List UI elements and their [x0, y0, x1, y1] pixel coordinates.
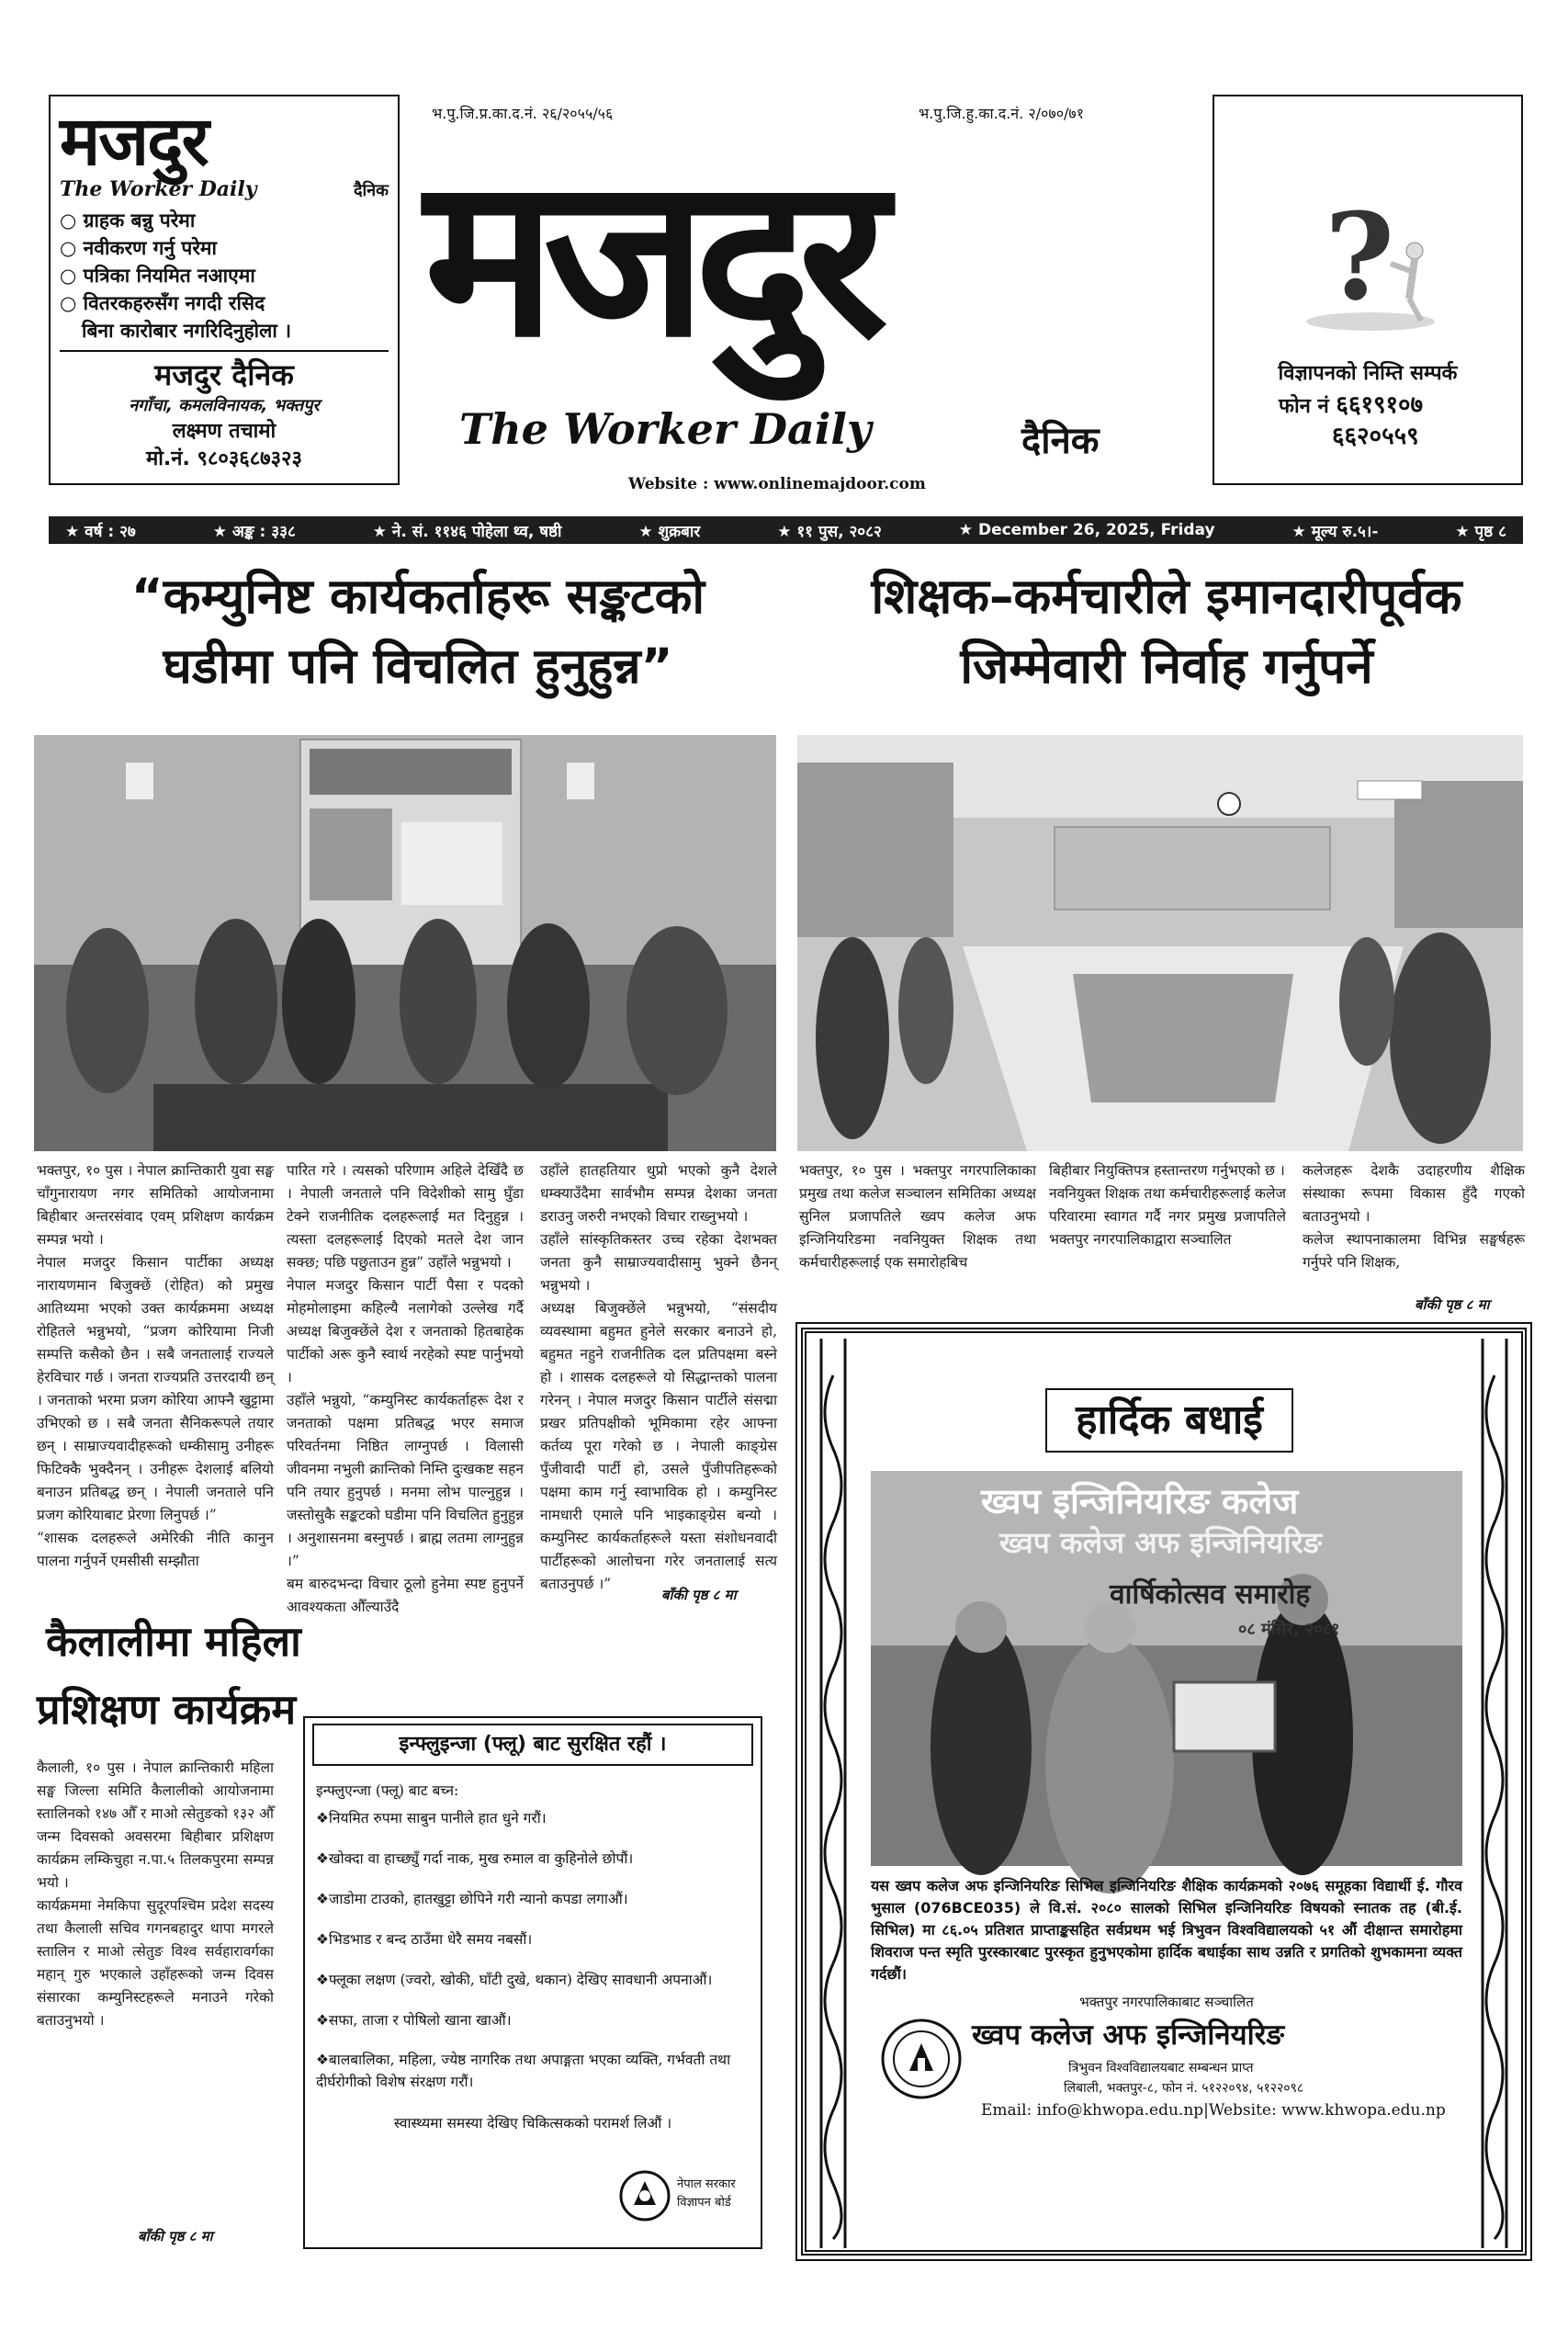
flu-item: ❖जाडोमा टाउको, हातखुट्टा छोपिने गरी न्यानो कपडा लगाऔं। [316, 1891, 628, 1907]
college-address: लिबाली, भक्तपुर-८, फोन नं. ५१२२०९४, ५१२२०९८ [1064, 2081, 1304, 2096]
story3-body: कैलाली, १० पुस । नेपाल क्रान्तिकारी महिला सङ्घ जिल्ला समिति कैलालीको आयोजनामा स्तालिनको १४७ औँ र माओ त्सेतुङको १३२ औँ जन्म दिवसको अवसरमा बिहीबार प्रशिक्षण कार्यक्रम लम्किचुहा न.पा.५ तिलकपुरमा सम्पन्न भयो । कार्यक्रममा नेमकिपा सुदूरपश्चिम प्रदेश सदस्य तथा कैलाली सचिव गगनबहादुर थापा मगरले स्तालिन र माओ त्सेतुङ विश्व सर्वहारावर्गका महान् गुरु भएकाले उहाँहरूको जन्म दिवस संसारका कम्युनिस्टहरूले मनाउने गरेको बताउनुभयो । [37, 1759, 274, 2029]
photo-meeting-stage [34, 735, 776, 1151]
nepal-sambat: ★ ने. सं. ११४६ पोहेला थ्व, षष्ठी [372, 522, 562, 541]
college-affiliation: त्रिभुवन विश्वविद्यालयबाट सम्बन्धन प्राप्त [1068, 2061, 1254, 2075]
ad-person: लक्ष्मण तचामो [172, 420, 276, 443]
ad-items [60, 207, 389, 345]
phone-1[interactable]: ६६१९१०७ [1336, 391, 1424, 419]
award-photo [871, 1471, 1462, 1866]
volume: ★ वर्ष : २७ [65, 522, 136, 541]
story3-headline-line: प्रशिक्षण कार्यक्रम [37, 1685, 297, 1734]
banner-text-4: ०८ मंसिर, २०८१ [1238, 1620, 1340, 1639]
story1-column-2: पारित गरे । त्यसको परिणाम अहिले देखिँदै छ । नेपाली जनताले पनि विदेशीको सामु घुँडा टेक्ने राजनीतिक दलहरूलाई मत दिनुहुन्न । त्यस्ता दलहरूलाई दिएको मतले देश जान सक्छ; पछि पछुताउन हुन्न” उहाँले भन्नुभयो । नेपाल मजदुर किसान पार्टी पैसा र पदको मोहमोलाइमा कहिल्यै नलागेको उल्लेख गर्दै अध्यक्ष बिजुक्छेंले देश र जनताको हितबाहेक पार्टीको अरू कुनै स्वार्थ नरहेको स्पष्ट पार्नुभयो । उहाँले भन्नुयो, “कम्युनिस्ट कार्यकर्ताहरू देश र जनताको पक्षमा प्रतिबद्ध भएर समाज परिवर्तनमा निष्ठित लाग्नुपर्छ । विलासी जीवनमा नभुली क्रान्तिको निम्ति दुःखकष्ट सहन पनि तयार हुनुपर्छ । मनमा लोभ पाल्नुहुन्न । जस्तोसुकै सङ्कटको घडीमा पनि विचलित हुनुहुन्न । अनुशासनमा बस्नुपर्छ । ब्राह्म लतमा लाग्नुहुन्न ।” बम बारुदभन्दा विचार ठूलो हुनेमा स्पष्ट हुनुपर्ने आवश्यकता औँल्याउँदै [287, 1162, 524, 1615]
story1-photo [34, 735, 776, 1151]
ad-phones [1279, 390, 1423, 453]
ad-tagline: The Worker Daily [60, 177, 257, 201]
ad-name: मजदुर दैनिक [154, 357, 294, 392]
story2-continued: बाँकी पृष्ठ ८ मा [1415, 1296, 1490, 1313]
college-name: ख्वप कलेज अफ इन्जिनियरिङ [972, 2018, 1285, 2052]
masthead-title: मजदुर [424, 129, 876, 386]
phone-2[interactable]: ६६२०५५९ [1332, 423, 1419, 450]
story2-photo [797, 735, 1523, 1151]
ornament-right-icon [1473, 1339, 1516, 2248]
ad-daily: दैनिक [353, 181, 389, 200]
website-link[interactable]: Website : www.onlinemajdoor.com [628, 475, 926, 493]
ad-note: बिना कारोबार नगरिदिनुहोला । [82, 320, 292, 342]
flu-notice [303, 1716, 762, 2249]
congratulations-ad [801, 1328, 1527, 2256]
ad-contact-text: विज्ञापनको निम्ति सम्पर्क [1278, 362, 1458, 385]
ad-item: ○ ग्राहक बन्नु परेमा [60, 209, 196, 232]
ad-address: नगाँचा, कमलविनायक, भक्तपुर [129, 396, 320, 415]
question-mark-icon [1288, 187, 1453, 335]
flu-notice-title: इन्फ्लुइन्जा (फ्लू) बाट सुरक्षित रहौं । [312, 1724, 753, 1766]
story3-headline [37, 1608, 301, 1744]
sponsor-line: भक्तपुर नगरपालिकाबाट सञ्चालित [1079, 1994, 1254, 2010]
college-contact[interactable]: Email: info@khwopa.edu.np|Website: www.khwopa.edu.np [981, 2101, 1446, 2120]
story1-continued: बाँकी पृष्ठ ८ मा [661, 1587, 737, 1603]
reg-number-left: भ.पु.जि.प्र.का.द.नं. २६/२०५५/५६ [432, 105, 614, 122]
flu-item: ❖बालबालिका, महिला, ज्येष्ठ नागरिक तथा अपाङ्गता भएका व्यक्ति, गर्भवती तथा दीर्घरोगीको विशेष संरक्षण गरौं। [316, 2052, 731, 2090]
congrats-text: यस ख्वप कलेज अफ इन्जिनियरिङ सिभिल इन्जिनियरिङ शैक्षिक कार्यक्रमको २०७६ समूहका विद्यार्थी ई. गौरव भुसाल (076BCE035) ले वि.सं. २०८० सालको सिभिल इन्जिनियरिङ विषयको स्नातक तह (बी.ई. सिभिल) मा ८६.०५ प्रतिशत प्राप्ताङ्कसहित सर्वप्रथम भई त्रिभुवन विश्वविद्यालयको ५१ औं दीक्षान्त समारोहमा शिवराज पन्त स्मृति पुरस्कारबाट पुरस्कृत हुनुभएकोमा हार्दिक बधाईका साथ उन्नति र प्रगतिको शुभकामना व्यक्त गर्दछौं। [871, 1877, 1462, 1983]
advertise-contact-box [1213, 95, 1523, 485]
flu-item: ❖भिडभाड र बन्द ठाउँमा धेरै समय नबसौं। [316, 1931, 533, 1948]
story2-column-2: बिहीबार नियुक्तिपत्र हस्तान्तरण गर्नुभएको छ । नवनियुक्त शिक्षक तथा कर्मचारीहरूलाई कलेज परिवारमा स्वागत गर्दै नगर प्रमुख प्रजापतिले भक्तपुर नगरपालिकाद्वारा सञ्चालित [1049, 1162, 1286, 1248]
ad-item: ○ वितरकहरुसँग नगदी रसिद [60, 292, 265, 314]
ad-item: ○ नवीकरण गर्नु परेमा [60, 237, 217, 259]
ad-phone: मो.नं. ९८०३६८७३२३ [146, 447, 302, 470]
photo-conference-room [797, 735, 1523, 1151]
issue: ★ अङ्क : ३३८ [212, 522, 296, 541]
story2-headline-line: जिम्मेवारी निर्वाह गर्नुपर्ने [960, 639, 1373, 695]
story1-column-3: उहाँले हातहतियार थुप्रो भएको कुनै देशले धम्क्याउँदैमा सार्वभौम सम्पन्न देशका जनता डराउनु जरुरी नभएको विचार राख्नुभयो । उहाँले सांस्कृतिकस्तर उच्च रहेका देशभक्त जनता कुनै साम्राज्यवादीसामु भुक्ने छैनन् भन्नुभयो । अध्यक्ष बिजुक्छेंले भन्नुभयो, “संसदीय व्यवस्थामा बहुमत हुनेले सरकार बनाउने हो, बहुमत नहुने राजनीतिक दल प्रतिपक्षमा बस्ने हो । शासक दलहरूले यो सिद्धान्तको पालना गरेनन् । नेपाल मजदुर किसान पार्टीले संसद्मा प्रखर प्रतिपक्षीको भूमिकामा रहेर आफ्ना कर्तव्य पूरा गरेको छ । नेपाली काङ्ग्रेस पुँजीवादी पार्टी हो, उसले पुँजीपतिहरूको पक्षमा काम गर्नु स्वाभाविक हो । कम्युनिस्ट नामधारी एमाले पनि भाइकाङ्ग्रेस बन्यो । कम्युनिस्ट कार्यकर्ताहरूले यस्ता संशोधनवादी पार्टीहरूको आलोचना गरेर जनतालाई सत्य बताउनुपर्छ ।” [540, 1162, 777, 1592]
college-logo [880, 2018, 963, 2100]
flu-item: ❖फ्लूका लक्षण (ज्वरो, खोकी, घाँटी दुखे, थकान) देखिए सावधानी अपनाऔं। [316, 1972, 713, 1988]
story1-column-1: भक्तपुर, १० पुस । नेपाल क्रान्तिकारी युवा सङ्घ चाँगुनारायण नगर समितिको आयोजनामा बिहीबार अन्तरसंवाद एवम् प्रशिक्षण कार्यक्रम सम्पन्न भयो । नेपाल मजदुर किसान पार्टीका अध्यक्ष नारायणमान बिजुक्छें (रोहित) को प्रमुख आतिथ्यमा भएको उक्त कार्यक्रममा अध्यक्ष रोहितले भन्नुभयो, “प्रजग कोरियामा निजी सम्पत्ति कसैको छैन । सबै जनतालाई राज्यले हेरविचार गर्छ । जनता राज्यप्रति उत्तरदायी छन् । जनताको भरमा प्रजग कोरिया आफ्नै खुट्टामा उभिएको छ । सबै जनता सैनिकरूपले तयार छन् । साम्राज्यवादीहरूको धम्कीसामु उनीहरू फिटिक्कै भुक्दैनन् । उनीहरू देशलाई बलियो बनाउन प्रतिबद्ध छन् । नेपाली जनताले पनि प्रजग कोरियाबाट प्रेरणा लिनुपर्छ ।” “शासक दलहरूले अमेरिकी नीति कानुन पालना गर्नुपर्ने एमसीसी सम्झौता [37, 1162, 274, 1569]
govt-org [677, 2176, 736, 2212]
svg-text:?: ? [1325, 187, 1395, 327]
flu-item: ❖खोक्दा वा हाच्छ्युँ गर्दा नाक, मुख रुमाल वा कुहिनोले छोपौं। [316, 1850, 634, 1867]
masthead-subtitle: The Worker Daily [459, 404, 872, 454]
ad-item: ○ पत्रिका नियमित नआएमा [60, 265, 255, 287]
story2-headline-line: शिक्षक–कर्मचारीले इमानदारीपूर्वक [871, 569, 1462, 625]
story2-headline [799, 562, 1534, 702]
flu-footer: स्वास्थ्यमा समस्या देखिए चिकित्सकको परामर्श लिऔं । [393, 2115, 672, 2132]
govt-org-line: नेपाल सरकार [677, 2177, 736, 2191]
story3-headline-line: कैलालीमा महिला [46, 1617, 301, 1666]
story1-headline [37, 562, 799, 702]
story3-continued: बाँकी पृष्ठ ८ मा [138, 2228, 213, 2245]
nepal-emblem-icon [617, 2168, 672, 2223]
date-np: ★ ११ पुस, २०८२ [777, 522, 882, 541]
masthead-daily: दैनिक [1021, 420, 1100, 462]
story2-column-3: कलेजहरू देशकै उदाहरणीय शैक्षिक संस्थाका रूपमा विकास हुँदै गएको बताउनुभयो । कलेज स्थापनाकालमा विभिन्न सङ्घर्षहरू गर्नुपरे पनि शिक्षक, [1303, 1162, 1525, 1271]
flu-item: ❖नियमित रुपमा साबुन पानीले हात धुने गरौं। [316, 1810, 547, 1826]
banner-text-1: ख्वप इन्जिनियरिङ कलेज [981, 1481, 1299, 1521]
day-np: ★ शुक्रबार [638, 522, 701, 541]
flu-item: ❖सफा, ताजा र पोषिलो खाना खाऔं। [316, 2012, 512, 2029]
reg-number-right: भ.पु.जि.हु.का.द.नं. २/०७०/७१ [919, 105, 1085, 122]
banner-text-3: वार्षिकोत्सव समारोह [1110, 1578, 1311, 1611]
subscription-ad [49, 95, 400, 485]
college-seal-icon [880, 2018, 963, 2100]
story1-headline-line: घडीमा पनि विचलित हुनुहुन्न” [163, 639, 673, 695]
govt-org-line: विज्ञापन बोर्ड [677, 2196, 731, 2210]
ornament-left-icon [812, 1339, 854, 2248]
story2-column-1: भक्तपुर, १० पुस । भक्तपुर नगरपालिकाका प्रमुख तथा कलेज सञ्चालन समितिका अध्यक्ष सुनिल प्रजापतिले ख्वप कलेज अफ इन्जिनियरिङमा नवनियुक्त शिक्षक तथा कर्मचारीहरूलाई एक समारोहबिच [799, 1162, 1036, 1271]
ad-logo: मजदुर [60, 102, 208, 181]
congrats-title: हार्दिक बधाई [1045, 1388, 1293, 1453]
govt-emblem [617, 2168, 672, 2223]
dateline-band [49, 516, 1523, 544]
story1-headline-line: “कम्युनिष्ट कार्यकर्ताहरू सङ्कटको [130, 569, 705, 625]
phone-label: फोन नं [1279, 395, 1329, 418]
flu-intro: इन्फ्लुएन्जा (फ्लू) बाट बच्न: [316, 1782, 459, 1799]
date-en: ★ December 26, 2025, Friday [958, 521, 1215, 539]
banner-text-2: ख्वप कलेज अफ इन्जिनियरिङ [999, 1525, 1323, 1560]
price: ★ मूल्य रु.५।- [1292, 522, 1379, 541]
pages: ★ पृष्ठ ८ [1455, 522, 1506, 541]
